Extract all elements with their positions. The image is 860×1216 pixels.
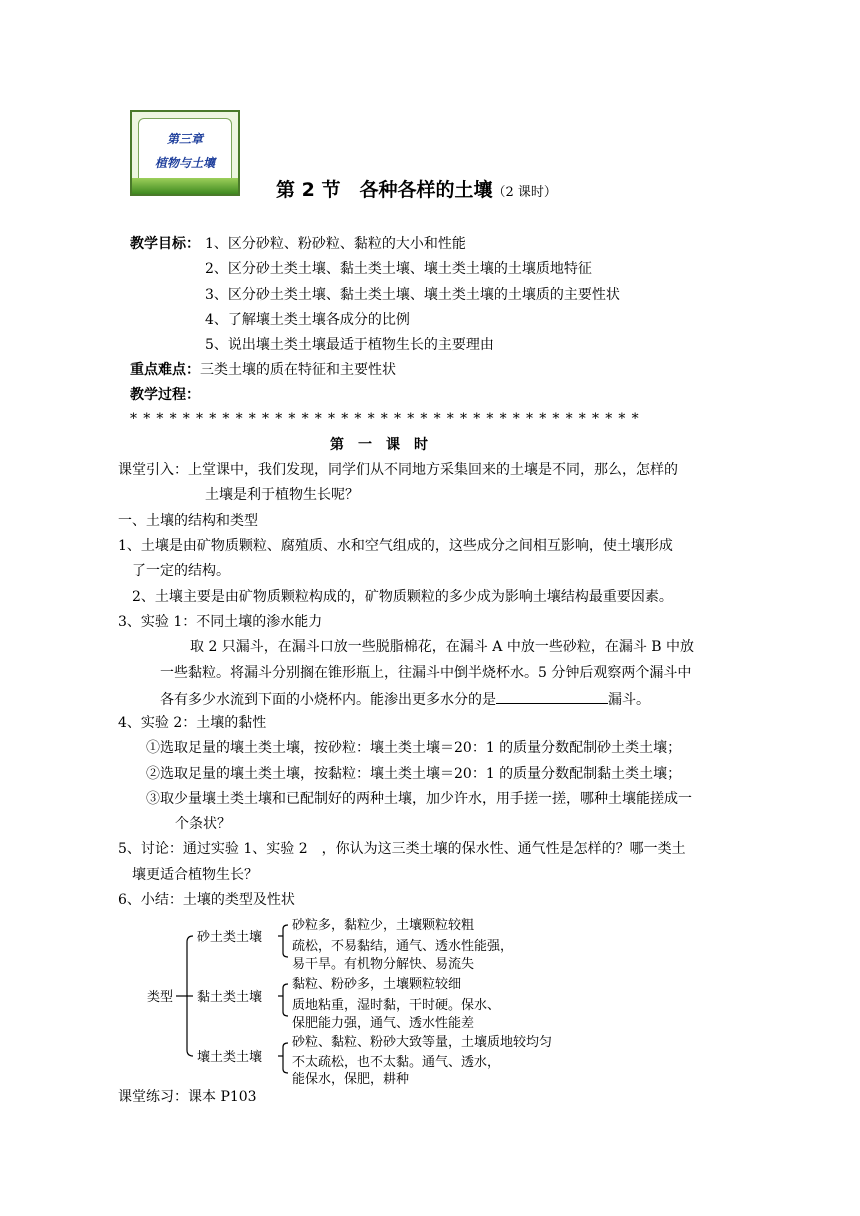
objective-item-5: 5、说出壤土类土壤最适于植物生长的主要理由: [205, 337, 494, 353]
diagram-sand-trait-1: 砂粒多，黏粒少，土壤颗粒较粗: [292, 918, 475, 933]
page-title: [276, 178, 557, 205]
discussion-line-2: 壤更适合植物生长？: [132, 867, 258, 883]
diagram-loam-trait-2b: 能保水，保肥，耕种: [292, 1072, 410, 1087]
title-main: 第 2 节 各种各样的土壤: [276, 179, 493, 201]
objectives-label: 教学目标：: [130, 236, 200, 252]
key-points: [130, 361, 396, 379]
logo-grass-decoration: [132, 178, 238, 194]
diagram-loam-trait-1: 砂粒、黏粒、粉砂大致等量，土壤质地较均匀: [292, 1035, 553, 1050]
classroom-practice: 课堂练习：课本 P103: [118, 1089, 257, 1105]
objective-item-2: 2、区分砂土类土壤、黏土类土壤、壤土类土壤的土壤质地特征: [205, 261, 592, 277]
logo-chapter-label: 第三章: [166, 132, 203, 146]
objective-item-4: 4、了解壤土类土壤各成分的比例: [205, 312, 410, 328]
paragraph-1-line-2: 了一定的结构。: [132, 563, 230, 579]
title-note: （2 课时）: [492, 185, 557, 200]
experiment-2-step-2: ②选取足量的壤土类土壤，按黏粒：壤土类土壤＝20：1 的质量分数配制黏土类土壤；: [146, 766, 682, 782]
key-points-label: 重点难点：: [130, 362, 200, 378]
diagram-loam-trait-2a: 不太疏松，也不太黏。通气、透水，: [292, 1055, 501, 1070]
diagram-sand-name: 砂土类土壤: [197, 930, 263, 945]
experiment-1-line-3-end: 漏斗。: [608, 692, 650, 708]
star-divider: ***************************************: [130, 411, 645, 427]
objective-item-3: 3、区分砂土类土壤、黏土类土壤、壤土类土壤的土壤质的主要性状: [205, 287, 620, 303]
intro-line-1: 课堂引入：上堂课中，我们发现，同学们从不同地方采集回来的土壤是不同，那么，怎样的: [118, 462, 678, 478]
diagram-clay-name: 黏土类土壤: [197, 990, 263, 1005]
objective-item-1: 1、区分砂粒、粉砂粒、黏粒的大小和性能: [205, 236, 466, 252]
experiment-1-line-1: 取 2 只漏斗，在漏斗口放一些脱脂棉花，在漏斗 A 中放一些砂粒，在漏斗 B 中放: [190, 639, 695, 655]
diagram-clay-trait-2b: 保肥能力强，通气、透水性能差: [292, 1016, 475, 1031]
logo-chapter-title: 植物与土壤: [154, 156, 215, 170]
diagram-clay-trait-1: 黏粒、粉砂多，土壤颗粒较细: [292, 977, 462, 992]
intro-line-2: 土壤是利于植物生长呢？: [205, 487, 359, 503]
paragraph-2: 2、土壤主要是由矿物质颗粒构成的，矿物质颗粒的多少成为影响土壤结构最重要因素。: [132, 589, 673, 605]
experiment-1-heading: 3、实验 1：不同土壤的渗水能力: [118, 614, 323, 630]
section-heading-1: 一、土壤的结构和类型: [118, 513, 258, 529]
process-label: 教学过程：: [130, 387, 200, 403]
soil-type-diagram: [145, 908, 595, 1087]
diagram-sand-trait-2a: 疏松，不易黏结，通气、透水性能强，: [292, 939, 514, 954]
experiment-2-step-3-line-2: 个条状？: [175, 816, 231, 832]
answer-blank[interactable]: [496, 689, 608, 704]
paragraph-1-line-1: 1、土壤是由矿物质颗粒、腐殖质、水和空气组成的，这些成分之间相互影响，使土壤形成: [118, 538, 673, 554]
lesson-heading: 第 一 课 时: [330, 437, 428, 453]
diagram-loam-name: 壤土类土壤: [197, 1050, 263, 1065]
diagram-sand-trait-2b: 易干旱。有机物分解快、易流失: [292, 957, 475, 972]
summary-heading: 6、小结：土壤的类型及性状: [118, 892, 295, 908]
experiment-2-step-1: ①选取足量的壤土类土壤，按砂粒：壤土类土壤＝20：1 的质量分数配制砂土类土壤；: [146, 740, 682, 756]
key-points-text: 三类土壤的质在特征和主要性状: [200, 362, 396, 378]
experiment-2-step-3-line-1: ③取少量壤土类土壤和已配制好的两种土壤，加少许水，用手搓一搓，哪种土壤能搓成一: [146, 791, 692, 807]
experiment-1-line-3-text: 各有多少水流到下面的小烧杯内。能渗出更多水分的是: [160, 692, 496, 708]
discussion-line-1: 5、讨论：通过实验 1、实验 2 ，你认为这三类土壤的保水性、通气性是怎样的？哪一类土: [118, 841, 686, 857]
diagram-root: 类型: [147, 990, 174, 1005]
experiment-1-line-3: [160, 689, 650, 709]
experiment-2-heading: 4、实验 2：土壤的黏性: [118, 715, 267, 731]
experiment-1-line-2: 一些黏粒。将漏斗分别搁在锥形瓶上，往漏斗中倒半烧杯水。5 分钟后观察两个漏斗中: [160, 665, 692, 681]
diagram-clay-trait-2a: 质地粘重，湿时黏，干时硬。保水、: [292, 998, 501, 1013]
chapter-logo: [130, 110, 240, 196]
